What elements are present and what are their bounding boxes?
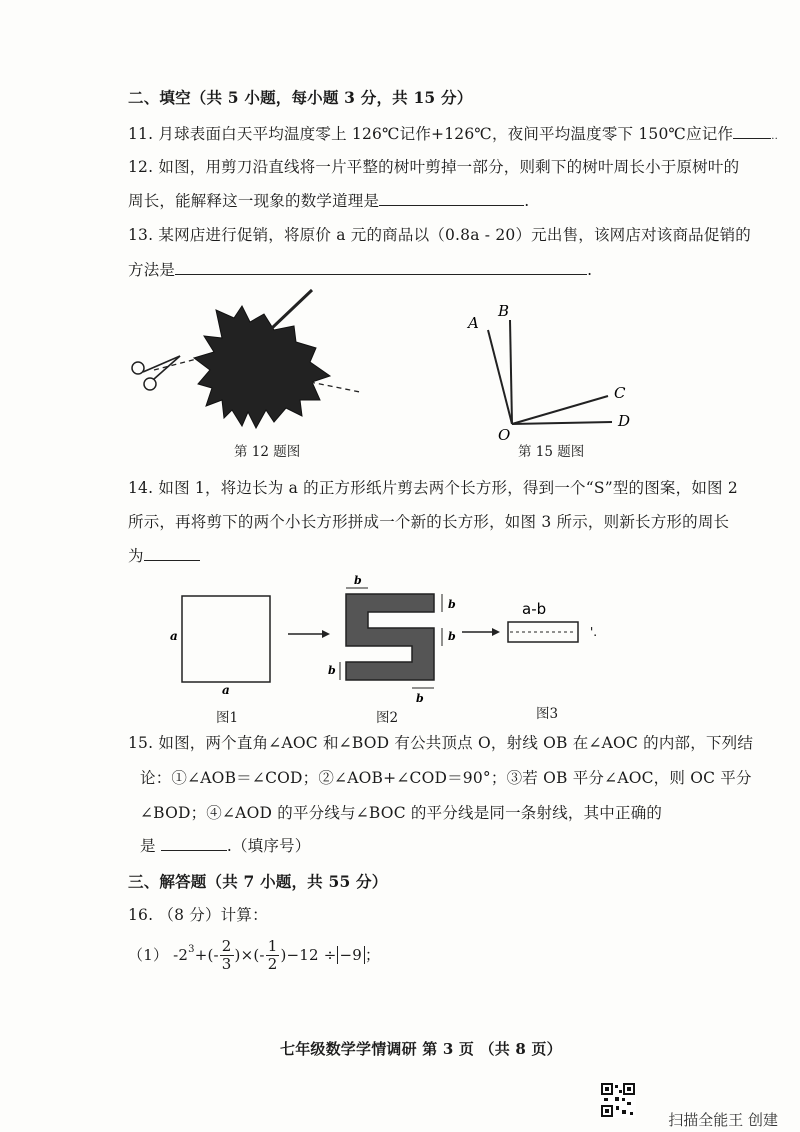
- ray-OC: [512, 396, 608, 424]
- q13-line-2: [128, 258, 592, 280]
- leaf-shape: [194, 290, 330, 428]
- expr-d: )−12 ÷: [280, 945, 337, 964]
- q14-answer-blank[interactable]: [144, 546, 200, 561]
- q12-answer-blank[interactable]: [379, 191, 524, 206]
- ray-OA: [488, 330, 512, 424]
- label-O: O: [498, 426, 511, 440]
- q12-line-2-end: .: [524, 192, 530, 210]
- q16-title: 16. （8 分）计算：: [128, 906, 268, 924]
- q14-line-2: 所示，再将剪下的两个小长方形拼成一个新的长方形，如图 3 所示，则新长方形的周长: [128, 513, 730, 531]
- qr-code-icon: [600, 1082, 636, 1118]
- frac2-denominator: 2: [267, 955, 278, 974]
- scanner-watermark: 扫描全能王 创建: [668, 1111, 778, 1129]
- figure-14-group: [160, 570, 630, 720]
- q16-part-1-label: （1）: [128, 945, 169, 964]
- q15-line-4: [140, 834, 310, 856]
- q15-line-2: 论：①∠AOB＝∠COD；②∠AOB+∠COD＝90°；③若 OB 平分∠AOC，则 OC 平分: [140, 769, 752, 787]
- fig14-3-caption: 图3: [536, 706, 559, 722]
- q15-line-3: ∠BOD；④∠AOD 的平分线与∠BOC 的平分线是同一条射线，其中正确的: [140, 804, 663, 822]
- arrow-1-head: [322, 630, 330, 638]
- fig2-b-right-2: b: [448, 630, 456, 643]
- page-footer: 七年级数学学情调研 第 3 页 （共 8 页）: [280, 1040, 562, 1058]
- q13-line-2-end: .: [587, 261, 593, 279]
- q11-text: 11. 月球表面白天平均温度零上 126℃记作+126℃，夜间平均温度零下 150℃应记作: [128, 125, 734, 143]
- ray-OB: [510, 320, 512, 424]
- q15-answer-blank[interactable]: [161, 836, 227, 851]
- q14-line-1: 14. 如图 1，将边长为 a 的正方形纸片剪去两个长方形，得到一个“S”型的图案，如图 2: [128, 479, 738, 497]
- fig2-b-bottom: b: [416, 692, 424, 705]
- q15-line-4-text: 是: [140, 837, 156, 855]
- expr-c: )×(-: [234, 945, 265, 964]
- section-2-heading: 二、填空（共 5 小题，每小题 3 分，共 15 分）: [128, 88, 473, 107]
- figure-15-caption: 第 15 题图: [518, 444, 585, 460]
- fraction-one-half: [266, 938, 280, 974]
- frac1-numerator: 2: [221, 937, 232, 955]
- question-11: [128, 122, 778, 144]
- fig2-b-top: b: [354, 574, 362, 587]
- section-3-heading: 三、解答题（共 7 小题，共 55 分）: [128, 872, 388, 891]
- q13-line-1: 13. 某网店进行促销，将原价 a 元的商品以（0.8a - 20）元出售，该网店对该商品促销的: [128, 226, 751, 244]
- fig14-2-caption: 图2: [376, 710, 399, 726]
- ray-OD: [512, 422, 612, 424]
- fig3-mark: '.: [590, 625, 598, 639]
- q12-line-1: 12. 如图，用剪刀沿直线将一片平整的树叶剪掉一部分，则剩下的树叶周长小于原树叶的: [128, 158, 740, 176]
- q12-line-2: [128, 189, 529, 211]
- q15-line-4-end: .（填序号）: [226, 837, 311, 855]
- label-D: D: [618, 412, 631, 430]
- fig3-top-label: a-b: [522, 600, 547, 618]
- cut-line-right: [310, 382, 360, 392]
- fig2-s-shape: [346, 594, 434, 680]
- label-C: C: [614, 384, 626, 402]
- q15-line-1: 15. 如图，两个直角∠AOC 和∠BOD 有公共顶点 O，射线 OB 在∠AOC 的内部，下列结: [128, 734, 754, 752]
- arrow-2-head: [492, 628, 500, 636]
- fig1-square: [182, 596, 270, 682]
- fig1-bottom-label: a: [222, 683, 230, 697]
- q13-answer-blank[interactable]: [175, 260, 587, 275]
- q14-line-3-text: 为: [128, 547, 144, 565]
- label-A: A: [468, 314, 479, 332]
- frac1-denominator: 3: [221, 955, 232, 974]
- expr-a: -2: [173, 945, 189, 964]
- q13-line-2-text: 方法是: [128, 261, 176, 279]
- frac2-numerator: 1: [267, 937, 278, 955]
- label-B: B: [498, 302, 510, 320]
- fig1-side-label: a: [170, 629, 178, 643]
- fraction-two-thirds: [220, 938, 234, 974]
- q16-part-1: [128, 938, 380, 974]
- q14-line-3: [128, 544, 200, 566]
- fig2-b-right-1: b: [448, 598, 456, 611]
- expr-b: +(-: [194, 945, 219, 964]
- q11-tail: ..: [771, 131, 778, 142]
- absolute-value: −9: [337, 946, 366, 964]
- figure-15-angles: [460, 300, 640, 440]
- expr-e: ；: [365, 945, 381, 964]
- q11-answer-blank[interactable]: [733, 124, 771, 139]
- scissors-icon: [132, 356, 180, 390]
- fig2-b-left: b: [328, 664, 336, 677]
- figure-12-caption: 第 12 题图: [234, 444, 301, 460]
- figure-12-leaf: [124, 288, 364, 438]
- fig14-1-caption: 图1: [216, 710, 239, 726]
- expr-exponent: 3: [188, 943, 195, 955]
- q12-line-2-text: 周长，能解释这一现象的数学道理是: [128, 192, 380, 210]
